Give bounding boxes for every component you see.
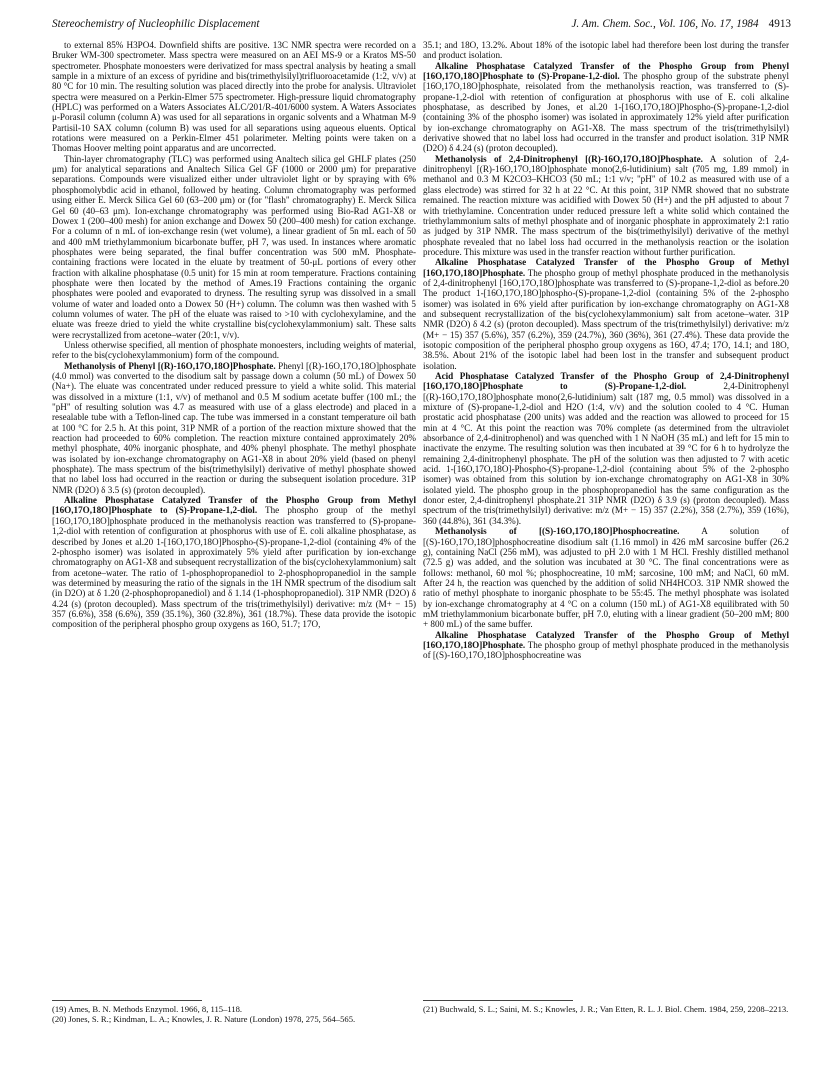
- page-number: 4913: [768, 18, 791, 30]
- reference: (20) Jones, S. R.; Kindman, L. A.; Knowles, J. R. Nature (London) 1978, 275, 564–565.: [52, 1014, 356, 1024]
- paragraph-text: Thin-layer chromatography (TLC) was performed using Analtech silica gel GHLF plates (250 μm) for analytical separations and Analtech Silica Gel GF (1000 or 2000 μm) for preparative separations. Compounds were visualized either under ultraviolet light or by spraying with 6% phosphomolybdic acid in ethanol, followed by heating. Column chromatography was performed using either E. Merck Silica Gel 60 (63–200 μm) or (for "flash" chromatography) E. Merck Silica Gel 60 (40–63 μm). Ion-exchange chromatography was performed using Bio-Rad AG1-X8 or Dowex 1 (200–400 mesh) for anion exchange and Dowex 50 (200–400 mesh) for cation exchange. For a column of n mL of ion-exchange resin (wet volume), a linear gradient of 5n mL each of 50 and 400 mM triethylammonium bicarbonate buffer, pH 7, was used. In instances where aromatic phosphates were being separated, the final buffer concentration was 500 mM. Phosphate-containing fractions were located in the eluate by treatment of 50-μL portions of every other fraction with alkaline phosphatase (0.5 unit) for 15 min at room temperature. Fractions containing phosphate were then located by the method of Ames.19 Fractions containing the organic phosphates were pooled and evaporated to dryness. The resulting syrup was dissolved in a small volume of water and loaded onto a Dowex 50 (H+) column. The column was then washed with 5 column volumes of water. The pH of the eluate was raised to >10 with cyclohexylamine, and the eluate was freeze dried to yield the white crystalline bis(cyclohexylammonium) salt. These salts were recrystallized from acetone–water (20:1, v/v).: [52, 153, 416, 340]
- paragraph-text: A solution of 2,4-dinitrophenyl [(R)-16O,17O,18O]phosphate mono(2,6-lutidinium) salt (705 mg, 1.89 mmol) in methanol and 0.3 M K2CO3–KHCO3 (50 mL; 1:1 v/v; "pH" of 10.2 as measured with use of a glass electrode) was stirred for 32 h at 22 °C. At this point, 31P NMR showed that no substrate remained. The reaction mixture was acidified with Dowex 50 (H+) and the pH adjusted to about 7 with triethylamine. Concentration under reduced pressure left a white solid which contained the triethylammonium salts of methyl phosphate and of inorganic phosphate in approximately 2:1 ratio as judged by 31P NMR. The mass spectrum of the bis(trimethylsilyl) derivative of the methyl phosphate revealed that no label loss had occurred in the methanolysis reaction or the isolation procedure. This mixture was used in the transfer reaction without further purification.: [423, 153, 789, 257]
- paragraph-heading: Alkaline Phosphatase Catalyzed Transfer of the Phospho Group from Methyl [16O,17O,18O]Phosphate to (S)-Propane-1,2-diol.: [52, 495, 416, 516]
- running-header: [52, 18, 791, 34]
- journal-citation: [571, 18, 791, 30]
- footnote-rule: [423, 1000, 573, 1001]
- running-title: Stereochemistry of Nucleophilic Displacement: [52, 18, 260, 30]
- reference: (19) Ames, B. N. Methods Enzymol. 1966, 8, 115–118.: [52, 1004, 243, 1014]
- paragraph-text: The phospho group of methyl phosphate produced in the methanolysis of 2,4-dinitrophenyl [16O,17O,18O]phosphate was transferred to (S)-propane-1,2-diol as before.20 The product 1-[16O,17O,18O]phospho-(S)-propane-1,2-diol (containing 5% of the 2-phospho isomer) was isolated in 6% yield after purification by ion-exchange chromatography on AG1-X8 and subsequent recrystallization of the bis(cyclohexylammonium) salt from acetone–water. 31P NMR (D2O) δ 4.2 (s) (proton decoupled). Mass spectrum of the tris(trimethylsilyl) derivative: m/z (M+ − 15) 357 (5.6%), 357 (6.2%), 359 (24.7%), 360 (36%), 361 (27.4%). These data provide the isotopic composition of the peripheral phospho group oxygens as 16O, 47.4; 17O, 14.1; and 18O, 38.5%. About 21% of the isotopic label had been lost in the transfer and subsequent product isolation.: [423, 267, 789, 371]
- paragraph-text: The phospho group of methyl phosphate produced in the methanolysis of [(S)-16O,17O,18O]phosphocreatine was: [423, 639, 789, 661]
- footnotes-left: [52, 1000, 416, 1024]
- paragraph-text: Phenyl [(R)-16O,17O,18O]phosphate (4.0 mmol) was converted to the disodium salt by passage down a column (50 mL) of Dowex 50 (Na+). The eluate was concentrated under reduced pressure to yield a white solid. This material was dissolved in a mixture (1:1, v/v) of methanol and 0.5 M sodium acetate buffer (100 mL; the "pH" of resulting solution was 4.7 as measured with use of a glass electrode) and placed in a resealable tube with a Teflon-lined cap. The tube was immersed in a constant temperature oil bath at 100 °C for 2.5 h. At this point, 31P NMR of a portion of the reaction mixture showed that the reaction had proceeded to 60% completion. The reaction mixture contained approximately 20% methyl phosphate, 40% inorganic phosphate, and 40% phenyl phosphate. The methyl phosphate was isolated by ion-exchange chromatography on AG1-X8 in about 20% yield (based on phenyl phosphate). The mass spectrum of the bis(trimethylsilyl) derivative of methyl phosphate showed that no label loss had occurred in the reaction or during the subsequent isolation procedure. 31P NMR (D2O) δ 3.5 (s) (proton decoupled).: [52, 360, 416, 495]
- footnotes-right: [423, 1000, 789, 1014]
- paragraph-text: The phospho group of the substrate phenyl [16O,17O,18O]phosphate, reisolated from the methanolysis reaction, was transferred to (S)-propane-1,2-diol with retention of configuration at phosphorus with use of E. coli alkaline phosphatase, as described by Jones, et al.20 1-[16O,17O,18O]Phospho-(S)-propane-1,2-diol (containing 3% of the phospho isomer) was isolated in approximately 12% yield after purification by ion-exchange chromatography on AG1-X8. The mass spectrum of the tris(trimethylsilyl) derivative showed that no label loss had occurred in the transfer and product isolation. 31P NMR (D2O) δ 4.24 (s) (proton decoupled).: [423, 71, 789, 154]
- paragraph-text: Unless otherwise specified, all mention of phosphate monoesters, including weights of material, refer to the bis(cyclohexylammonium) form of the compound.: [52, 339, 416, 361]
- paragraph-heading: Methanolysis of 2,4-Dinitrophenyl [(R)-16O,17O,18O]Phosphate.: [435, 153, 703, 164]
- paragraph-heading: Alkaline Phosphatase Catalyzed Transfer of the Phospho Group of Methyl [16O,17O,18O]Phosphate.: [423, 257, 789, 278]
- paragraph: [423, 40, 789, 61]
- paragraph-heading: Methanolysis of [(S)-16O,17O,18O]Phosphocreatine.: [435, 526, 680, 537]
- paragraph: [52, 361, 416, 495]
- paragraph-text: 2,4-Dinitrophenyl [(R)-16O,17O,18O]phosphate mono(2,6-lutidinium) salt (187 mg, 0.5 mmol) was dissolved in a mixture of (S)-propane-1,2-diol and H2O (1:4, v/v) and the solution cooled to 4 °C. Human prostatic acid phosphatase (200 units) was added and the reaction was allowed to proceed for 15 min at 4 °C. At this point the reaction was 70% complete (as determined from the ultraviolet absorbance of 2,4-dinitrophenol) and was quenched with 1 N NaOH (35 mL) and left for 15 min to inactivate the enzyme. The resulting solution was then incubated at 39 °C for 6 h to hydrolyze the remaining 2,4-dinitrophenyl phosphate. The pH of the solution was then adjusted to 7 with acetic acid. 1-[16O,17O,18O]-Phospho-(S)-propane-1,2-diol (containing about 5% of the 2-phospho isomer) was obtained from this solution by ion-exchange chromatography on AG1-X8 in 30% isolated yield. The phospho group in the phosphopropanediol has the same configuration as the donor ester, 2,4-dinitrophenyl phosphate.21 31P NMR (D2O) δ 3.9 (s) (proton decoupled). Mass spectrum of the tris(trimethylsilyl) derivative: m/z (M+ − 15) 357 (2.2%), 358 (2.7%), 359 (16%), 360 (44.8%), 361 (34.3%).: [423, 381, 789, 526]
- paragraph-text: 35.1; and 18O, 13.2%. About 18% of the isotopic label had therefore been lost during the transfer and product isolation.: [423, 40, 789, 61]
- left-column: [52, 40, 416, 970]
- paragraph: [423, 630, 789, 661]
- journal-info: J. Am. Chem. Soc., Vol. 106, No. 17, 1984: [571, 18, 759, 30]
- footnote-rule: [52, 1000, 202, 1001]
- paragraph: [52, 495, 416, 629]
- paragraph-heading: Acid Phosphatase Catalyzed Transfer of the Phospho Group of 2,4-Dinitrophenyl [16O,17O,18O]Phosphate to (S)-Propane-1,2-diol.: [423, 371, 789, 392]
- reference: (21) Buchwald, S. L.; Saini, M. S.; Knowles, J. R.; Van Etten, R. L. J. Biol. Chem. 1984, 259, 2208–2213.: [423, 1004, 789, 1014]
- paragraph-heading: Alkaline Phosphatase Catalyzed Transfer of the Phospho Group of Methyl [16O,17O,18O]Phosphate.: [423, 629, 789, 650]
- paragraph: [423, 371, 789, 526]
- paragraph: [52, 40, 416, 154]
- paragraph: [52, 154, 416, 340]
- paragraph: [423, 526, 789, 629]
- paragraph-text: A solution of [(S)-16O,17O,18O]phosphocreatine disodium salt (1.16 mmol) in 426 mM sarcosine buffer (26.2 g), containing NaCl (256 mM), was adjusted to pH 2.0 with 1 M HCl. Freshly distilled methanol (72.5 g) was added, and the solution was incubated at 30 °C. The final concentrations were as follows: methanol, 60 mol %; phosphocreatine, 10 mM; sarcosine, 100 mM; and NaCl, 60 mM. After 24 h, the reaction was quenched by the addition of solid NH4HCO3. 31P NMR showed the ratio of methyl phosphate to inorganic phosphate to be 55:45. The methyl phosphate was isolated by ion-exchange chromatography at 4 °C on a column (150 mL) of AG1-X8 equilibrated with 50 mM triethylammonium bicarbonate buffer, pH 7.0, eluting with a linear gradient (50–200 mM; 800 + 800 mL) of the same buffer.: [423, 526, 789, 630]
- paragraph: [423, 257, 789, 371]
- paragraph-heading: Methanolysis of Phenyl [(R)-16O,17O,18O]Phosphate.: [64, 360, 276, 371]
- right-column: [423, 40, 789, 970]
- paragraph-heading: Alkaline Phosphatase Catalyzed Transfer of the Phospho Group from Phenyl [16O,17O,18O]Phosphate to (S)-Propane-1,2-diol.: [423, 60, 789, 82]
- paragraph: [423, 154, 789, 257]
- paragraph: [52, 340, 416, 361]
- paragraph: [423, 61, 789, 154]
- paragraph-text: to external 85% H3PO4. Downfield shifts are positive. 13C NMR spectra were recorded on a Bruker WM-300 spectrometer. Mass spectra were measured on an AEI MS-9 or a Kratos MS-50 spectrometer. Phosphate monoesters were derivatized for mass spectral analysis by heating a small sample in a mixture of an excess of pyridine and bis(trimethylsilyl)trifluoroacetamide (1:2, v/v) at 80 °C for 10 min. The resulting solution was placed directly into the probe for analysis. Ultraviolet spectra were measured on a Perkin-Elmer 575 spectrometer. High-pressure liquid chromatography (HPLC) was performed on a Waters Associates ALC/201/R-401/6000 system. A Waters Associates μ-Porasil column (column A) was used for all separations in organic solvents and a Whatman M-9 Partisil-10 SAX column (column B) was used for all separations using aqueous eluents. Optical rotations were measured on a Perkin-Elmer 451 polarimeter. Melting points were taken on a Thomas Hoover melting point apparatus and are uncorrected.: [52, 40, 416, 154]
- paragraph-text: The phospho group of the methyl [16O,17O,18O]phosphate produced in the methanolysis reaction was transferred to (S)-propane-1,2-diol with retention of configuration at phosphorus with use of E. coli alkaline phosphatase, as described by Jones et al.20 1-[16O,17O,18O]Phospho-(S)-propane-1,2-diol (containing 4% of the 2-phospho isomer) was isolated in approximately 5% yield after purification by ion-exchange chromatography on AG1-X8 and subsequent recrystallization of the bis(cyclohexylammonium) salt from acetone–water. The ratio of 1-phosphopropanediol to 2-phosphopropanediol in the sample was determined by measuring the ratio of the signals in the 1H NMR spectrum of the disodium salt (in D2O) at δ 1.20 (2-phosphopropanediol) and δ 1.14 (1-phosphopropanediol). 31P NMR (D2O) δ 4.24 (s) (proton decoupled). Mass spectrum of the tris(trimethylsilyl) derivative: m/z (M+ − 15) 357 (6.6%), 358 (6.6%), 359 (35.1%), 360 (32.8%), 361 (18.7%). These data provide the isotopic composition of the peripheral phospho group oxygens as 16O, 51.7; 17O,: [52, 505, 416, 630]
